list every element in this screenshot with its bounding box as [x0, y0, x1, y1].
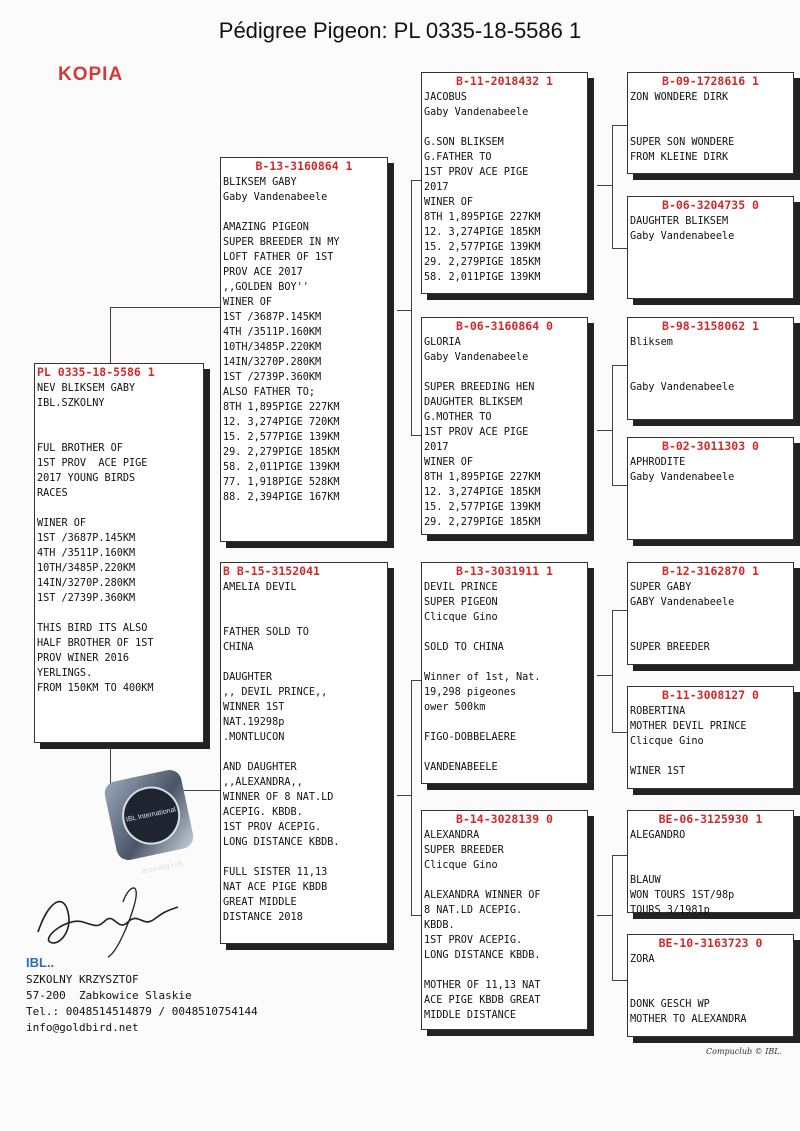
ring-number: PL 0335-18-5586 1: [37, 365, 155, 379]
ring-number: B-12-3162870 1: [662, 564, 759, 578]
pigeon-card-ddd: [627, 934, 794, 1037]
pigeon-card-dam: [220, 562, 388, 944]
pigeon-card-sds: [627, 317, 794, 420]
pigeon-card-dam-sire: [421, 562, 588, 784]
ring-number: B B-15-3152041: [223, 564, 320, 578]
pigeon-card-dsd: [627, 686, 794, 789]
pigeon-card-dam-dam: [421, 810, 588, 1030]
ring-number: BE-06-3125930 1: [658, 812, 763, 826]
connector-line: [397, 795, 411, 796]
ring-number: B-06-3204735 0: [662, 198, 759, 212]
ring-number: B-02-3011303 0: [662, 439, 759, 453]
pigeon-notes: DAUGHTER BLIKSEM Gaby Vandenabeele: [630, 216, 735, 242]
pigeon-notes: ZON WONDERE DIRK SUPER SON WONDERE FROM KLEINE DIRK: [630, 92, 735, 163]
connector-line: [597, 430, 612, 431]
connector-line: [110, 307, 111, 365]
pigeon-notes: BLIKSEM GABY Gaby Vandenabeele AMAZING PIGEON SUPER BREEDER IN MY LOFT FATHER OF 1ST PROV ACE 2017 ,,GOLDEN BOY'' WINER OF 1ST /3687P.145KM 4TH /3511P.160KM 10TH/3485P.220KM 14IN/3270P.280KM 1ST /2739P.360KM ALSO FATHER TO; 8TH 1,895PIGE 227KM 12. 3,274PIGE 720KM 15. 2,577PIGE 139KM 29. 2,279PIGE 185KM 58. 2,011PIGE 139KM 77. 1,918PIGE 528KM 88. 2,394PIGE 167KM: [223, 177, 340, 503]
kopia-stamp: KOPIA: [58, 64, 124, 85]
pigeon-card-sire-sire: [421, 72, 588, 294]
footer-credit: Compuclub © IBL.: [706, 1047, 783, 1056]
pigeon-notes: AMELIA DEVIL FATHER SOLD TO CHINA DAUGHTER ,, DEVIL PRINCE,, WINNER 1ST NAT.19298p .MONTLUCON AND DAUGHTER ,,ALEXANDRA,, WINNER OF 8 NAT.LD ACEPIG. KBDB. 1ST PROV ACEPIG. LONG DISTANCE KBDB. FULL SISTER 11,13 NAT ACE PIGE KBDB GREAT MIDDLE DISTANCE 2018: [223, 582, 340, 923]
connector-line: [411, 180, 412, 435]
ibl-logo: IBL International Breeding Loft: [117, 781, 186, 850]
pigeon-card-sss: [627, 72, 794, 174]
connector-line: [612, 248, 628, 249]
pigeon-notes: SUPER GABY GABY Vandenabeele SUPER BREEDER: [630, 582, 735, 653]
page-title: Pédigree Pigeon: PL 0335-18-5586 1: [218, 18, 582, 43]
connector-line: [612, 855, 613, 980]
connector-line: [110, 307, 220, 308]
connector-line: [612, 485, 628, 486]
connector-line: [597, 915, 612, 916]
connector-line: [597, 185, 612, 186]
pigeon-card-ssd: [627, 196, 794, 299]
ring-number: B-13-3160864 1: [255, 159, 353, 173]
pigeon-notes: ROBERTINA MOTHER DEVIL PRINCE Clicque Gino WINER 1ST: [630, 706, 747, 777]
connector-line: [612, 610, 628, 611]
connector-line: [612, 732, 628, 733]
ibl-hologram-stamp: [103, 768, 196, 876]
pigeon-card-sire: [220, 157, 388, 542]
ring-number: B-06-3160864 0: [456, 319, 553, 333]
pigeon-card-sire-dam: [421, 317, 588, 535]
connector-line: [612, 365, 628, 366]
pigeon-notes: APHRODITE Gaby Vandenabeele: [630, 457, 735, 483]
pigeon-notes: JACOBUS Gaby Vandenabeele G.SON BLIKSEM G.FATHER TO 1ST PROV ACE PIGE 2017 WINER OF 8TH 1,895PIGE 227KM 12. 3,274PIGE 185KM 15. 2,577PIGE 139KM 29. 2,279PIGE 185KM 58. 2,011PIGE 139KM: [424, 92, 541, 283]
connector-line: [397, 310, 411, 311]
connector-line: [612, 855, 628, 856]
signature: [28, 872, 188, 962]
connector-line: [612, 125, 628, 126]
connector-line: [612, 365, 613, 485]
connector-line: [411, 680, 412, 915]
breeder-brand: IBL..: [26, 955, 55, 970]
ring-number: B-98-3158062 1: [662, 319, 759, 333]
connector-line: [597, 675, 612, 676]
pigeon-notes: DEVIL PRINCE SUPER PIGEON Clicque Gino SOLD TO CHINA Winner of 1st, Nat. 19,298 pigeones ower 500km FIGO-DOBBELAERE VANDENABEELE: [424, 582, 541, 773]
pigeon-card-dds: [627, 810, 794, 916]
connector-line: [612, 610, 613, 732]
pigeon-notes: NEV BLIKSEM GABY IBL.SZKOLNY FUL BROTHER OF 1ST PROV ACE PIGE 2017 YOUNG BIRDS RACES WINER OF 1ST /3687P.145KM 4TH /3511P.160KM 10TH/3485P.220KM 14IN/3270P.280KM 1ST /2739P.360KM THIS BIRD ITS ALSO HALF BROTHER OF 1ST PROV WINER 2016 YERLINGS. FROM 150KM TO 400KM: [37, 383, 154, 694]
pigeon-notes: ALEXANDRA SUPER BREEDER Clicque Gino ALEXANDRA WINNER OF 8 NAT.LD ACEPIG. KBDB. 1ST PROV ACEPIG. LONG DISTANCE KBDB. MOTHER OF 11,13 NAT ACE PIGE KBDB GREAT MIDDLE DISTANCE: [424, 830, 541, 1021]
ring-number: B-11-2018432 1: [456, 74, 553, 88]
pigeon-notes: ALEGANDRO BLAUW WON TOURS 1ST/98p TOURS 3/1981p: [630, 830, 735, 916]
pigeon-card-dss: [627, 562, 794, 665]
pigeon-card-sdd: [627, 437, 794, 540]
breeder-contact: SZKOLNY KRZYSZTOF 57-200 Zabkowice Slaskie Tel.: 0048514514879 / 0048510754144 info@goldbird.net: [26, 973, 258, 1034]
ring-number: B-11-3008127 0: [662, 688, 759, 702]
pigeon-notes: GLORIA Gaby Vandenabeele SUPER BREEDING HEN DAUGHTER BLIKSEM G.MOTHER TO 1ST PROV ACE PIGE 2017 WINER OF 8TH 1,895PIGE 227KM 12. 3,274PIGE 185KM 15. 2,577PIGE 139KM 29. 2,279PIGE 185KM: [424, 337, 541, 528]
ring-number: B-13-3031911 1: [456, 564, 553, 578]
connector-line: [612, 980, 628, 981]
pigeon-notes: ZORA DONK GESCH WP MOTHER TO ALEXANDRA: [630, 954, 747, 1025]
connector-line: [612, 125, 613, 248]
ring-number: B-09-1728616 1: [662, 74, 759, 88]
pigeon-card-subject: [34, 363, 204, 743]
pigeon-notes: Bliksem Gaby Vandenabeele: [630, 337, 735, 393]
ring-number: BE-10-3163723 0: [658, 936, 763, 950]
ring-number: B-14-3028139 0: [456, 812, 553, 826]
